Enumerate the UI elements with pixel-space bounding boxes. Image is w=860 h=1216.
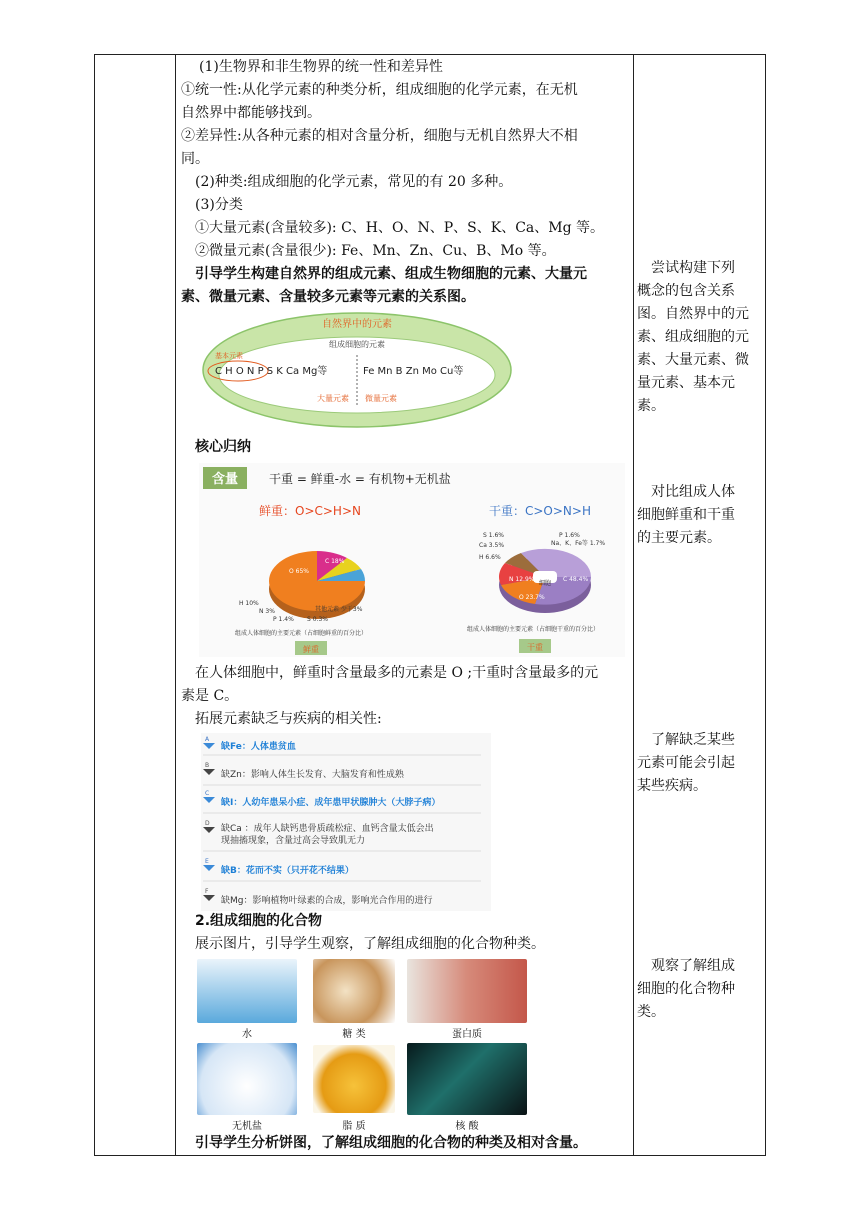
compound-label: 蛋白质 bbox=[452, 1029, 482, 1040]
venn-major-list: C H O N P S K Ca Mg等 bbox=[215, 366, 328, 377]
content-tag: 含量 bbox=[211, 472, 239, 487]
svg-text:C 18%: C 18% bbox=[325, 558, 345, 565]
svg-text:A: A bbox=[205, 736, 210, 743]
deficiency-item-d bbox=[203, 820, 434, 846]
venn-outer-label: 自然界中的元素 bbox=[322, 319, 392, 330]
compound-label: 水 bbox=[242, 1029, 252, 1040]
svg-text:组成人体细胞的主要元素（占细胞鲜重的百分比）: 组成人体细胞的主要元素（占细胞鲜重的百分比） bbox=[235, 630, 368, 637]
svg-text:缺Ⅰ：人幼年患呆小症、成年患甲状腺肿大（大脖子病）: 缺Ⅰ：人幼年患呆小症、成年患甲状腺肿大（大脖子病） bbox=[221, 798, 441, 808]
nucleic-acid-image bbox=[407, 1043, 527, 1115]
text-line: 素是 C。 bbox=[181, 688, 239, 704]
sugar-image bbox=[313, 959, 395, 1023]
student-activity-1: 尝试构建下列 概念的包含关系 图。自然界中的元 素、组成细胞的元 素、大量元素、微 量元素、基本元 素。 bbox=[637, 260, 749, 414]
venn-minor-list: Fe Mn B Zn Mo Cu等 bbox=[363, 366, 464, 377]
svg-text:缺Fe：人体患贫血: 缺Fe：人体患贫血 bbox=[221, 742, 296, 752]
guide-text: 引导学生分析饼图，了解组成细胞的化合物的种类及相对含量。 bbox=[195, 1135, 587, 1151]
venn-minor-tag: 微量元素 bbox=[365, 394, 397, 403]
text-line: ②微量元素(含量很少): Fe、Mn、Zn、Cu、B、Mo 等。 bbox=[195, 243, 556, 259]
deficiency-item-c bbox=[203, 790, 440, 808]
element-relationship-diagram bbox=[201, 311, 513, 429]
element-content-figure bbox=[199, 463, 625, 657]
text-line: 同。 bbox=[181, 151, 209, 167]
svg-text:N 3%: N 3% bbox=[259, 608, 275, 615]
deficiency-item-a bbox=[203, 736, 296, 752]
svg-text:Ca 3.5%: Ca 3.5% bbox=[479, 542, 505, 549]
section-heading: 2.组成细胞的化合物 bbox=[195, 913, 323, 929]
svg-text:H 6.6%: H 6.6% bbox=[479, 554, 501, 561]
lipid-image bbox=[313, 1045, 395, 1113]
text-line: ①大量元素(含量较多): C、H、O、N、P、S、K、Ca、Mg 等。 bbox=[195, 220, 605, 236]
compound-label: 脂 质 bbox=[342, 1121, 366, 1132]
formula-text: 干重 = 鲜重-水 = 有机物+无机盐 bbox=[269, 472, 451, 486]
svg-text:缺Ca ：成年人缺钙患骨质疏松症、血钙含量太低会出: 缺Ca ：成年人缺钙患骨质疏松症、血钙含量太低会出 bbox=[221, 824, 434, 834]
svg-text:干重: 干重 bbox=[527, 643, 543, 652]
svg-text:细胞: 细胞 bbox=[538, 580, 552, 587]
text-line: ②差异性:从各种元素的相对含量分析，细胞与无机自然界大不相 bbox=[181, 128, 578, 144]
venn-major-tag: 大量元素 bbox=[317, 394, 349, 403]
svg-text:其他元素 少于3%: 其他元素 少于3% bbox=[315, 606, 363, 613]
svg-text:C: C bbox=[205, 790, 210, 797]
compound-label: 糖 类 bbox=[342, 1029, 366, 1040]
text-line: (1)生物界和非生物界的统一性和差异性 bbox=[199, 59, 443, 75]
deficiency-item-e bbox=[203, 858, 354, 876]
guide-text: 素、微量元素、含量较多元素等元素的关系图。 bbox=[181, 289, 475, 305]
svg-text:N 12.9%: N 12.9% bbox=[509, 576, 535, 583]
dry-weight-title: 干重：C>O>N>H bbox=[489, 504, 591, 518]
deficiency-item-b bbox=[203, 762, 405, 780]
svg-text:P 1.4%: P 1.4% bbox=[273, 616, 294, 623]
svg-text:F: F bbox=[205, 888, 209, 895]
svg-text:现抽搐现象，含量过高会导致肌无力: 现抽搐现象，含量过高会导致肌无力 bbox=[221, 836, 366, 846]
venn-basic-label: 基本元素 bbox=[215, 352, 243, 360]
water-image bbox=[197, 959, 297, 1023]
core-summary-title: 核心归纳 bbox=[195, 439, 251, 455]
svg-text:缺Mg：影响植物叶绿素的合成，影响光合作用的进行: 缺Mg：影响植物叶绿素的合成，影响光合作用的进行 bbox=[221, 896, 433, 906]
svg-text:C 48.4%: C 48.4% bbox=[563, 576, 589, 583]
fresh-weight-title: 鲜重：O>C>H>N bbox=[259, 504, 361, 518]
text-line: 在人体细胞中，鲜重时含量最多的元素是 O ;干重时含量最多的元 bbox=[195, 665, 599, 681]
svg-text:缺B：花而不实（只开花不结果）: 缺B：花而不实（只开花不结果） bbox=[221, 866, 354, 876]
svg-text:D: D bbox=[205, 820, 210, 827]
svg-text:O 23.7%: O 23.7% bbox=[519, 594, 545, 601]
guide-text: 引导学生构建自然界的组成元素、组成生物细胞的元素、大量元 bbox=[195, 266, 587, 282]
svg-text:H 10%: H 10% bbox=[239, 600, 259, 607]
svg-text:鲜重: 鲜重 bbox=[303, 645, 319, 654]
compound-label: 核 酸 bbox=[455, 1121, 479, 1132]
text-line: 拓展元素缺乏与疾病的相关性: bbox=[195, 711, 382, 727]
inorganic-salt-image bbox=[197, 1043, 297, 1115]
svg-text:Na、K、Fe等 1.7%: Na、K、Fe等 1.7% bbox=[551, 540, 606, 547]
compound-label: 无机盐 bbox=[232, 1121, 262, 1132]
deficiency-item-f bbox=[203, 888, 432, 906]
student-activity-4: 观察了解组成 细胞的化合物种 类。 bbox=[637, 958, 735, 1020]
svg-text:S 0.3%: S 0.3% bbox=[307, 616, 328, 623]
text-line: 展示图片，引导学生观察，了解组成细胞的化合物种类。 bbox=[195, 936, 545, 952]
column-divider-right bbox=[633, 55, 634, 1155]
text-line: (3)分类 bbox=[195, 197, 243, 213]
lesson-table bbox=[94, 54, 766, 1156]
venn-inner-label: 组成细胞的元素 bbox=[329, 340, 385, 349]
deficiency-list-figure bbox=[201, 733, 491, 911]
svg-text:O 65%: O 65% bbox=[289, 568, 309, 575]
protein-image bbox=[407, 959, 527, 1023]
svg-text:S 1.6%: S 1.6% bbox=[483, 532, 504, 539]
column-divider-left bbox=[175, 55, 176, 1155]
svg-text:E: E bbox=[205, 858, 209, 865]
student-activity-3: 了解缺乏某些 元素可能会引起 某些疾病。 bbox=[637, 732, 735, 794]
text-line: (2)种类:组成细胞的化学元素，常见的有 20 多种。 bbox=[195, 174, 513, 190]
svg-text:B: B bbox=[205, 762, 210, 769]
student-activity-2: 对比组成人体 细胞鲜重和干重 的主要元素。 bbox=[637, 484, 735, 546]
text-line: ①统一性:从化学元素的种类分析，组成细胞的化学元素，在无机 bbox=[181, 82, 578, 98]
svg-text:P 1.6%: P 1.6% bbox=[559, 532, 580, 539]
svg-text:组成人体细胞的主要元素（占细胞干重的百分比）: 组成人体细胞的主要元素（占细胞干重的百分比） bbox=[467, 626, 600, 633]
svg-text:缺Zn：影响人体生长发育、大脑发育和性成熟: 缺Zn：影响人体生长发育、大脑发育和性成熟 bbox=[221, 770, 404, 780]
text-line: 自然界中都能够找到。 bbox=[181, 105, 321, 121]
